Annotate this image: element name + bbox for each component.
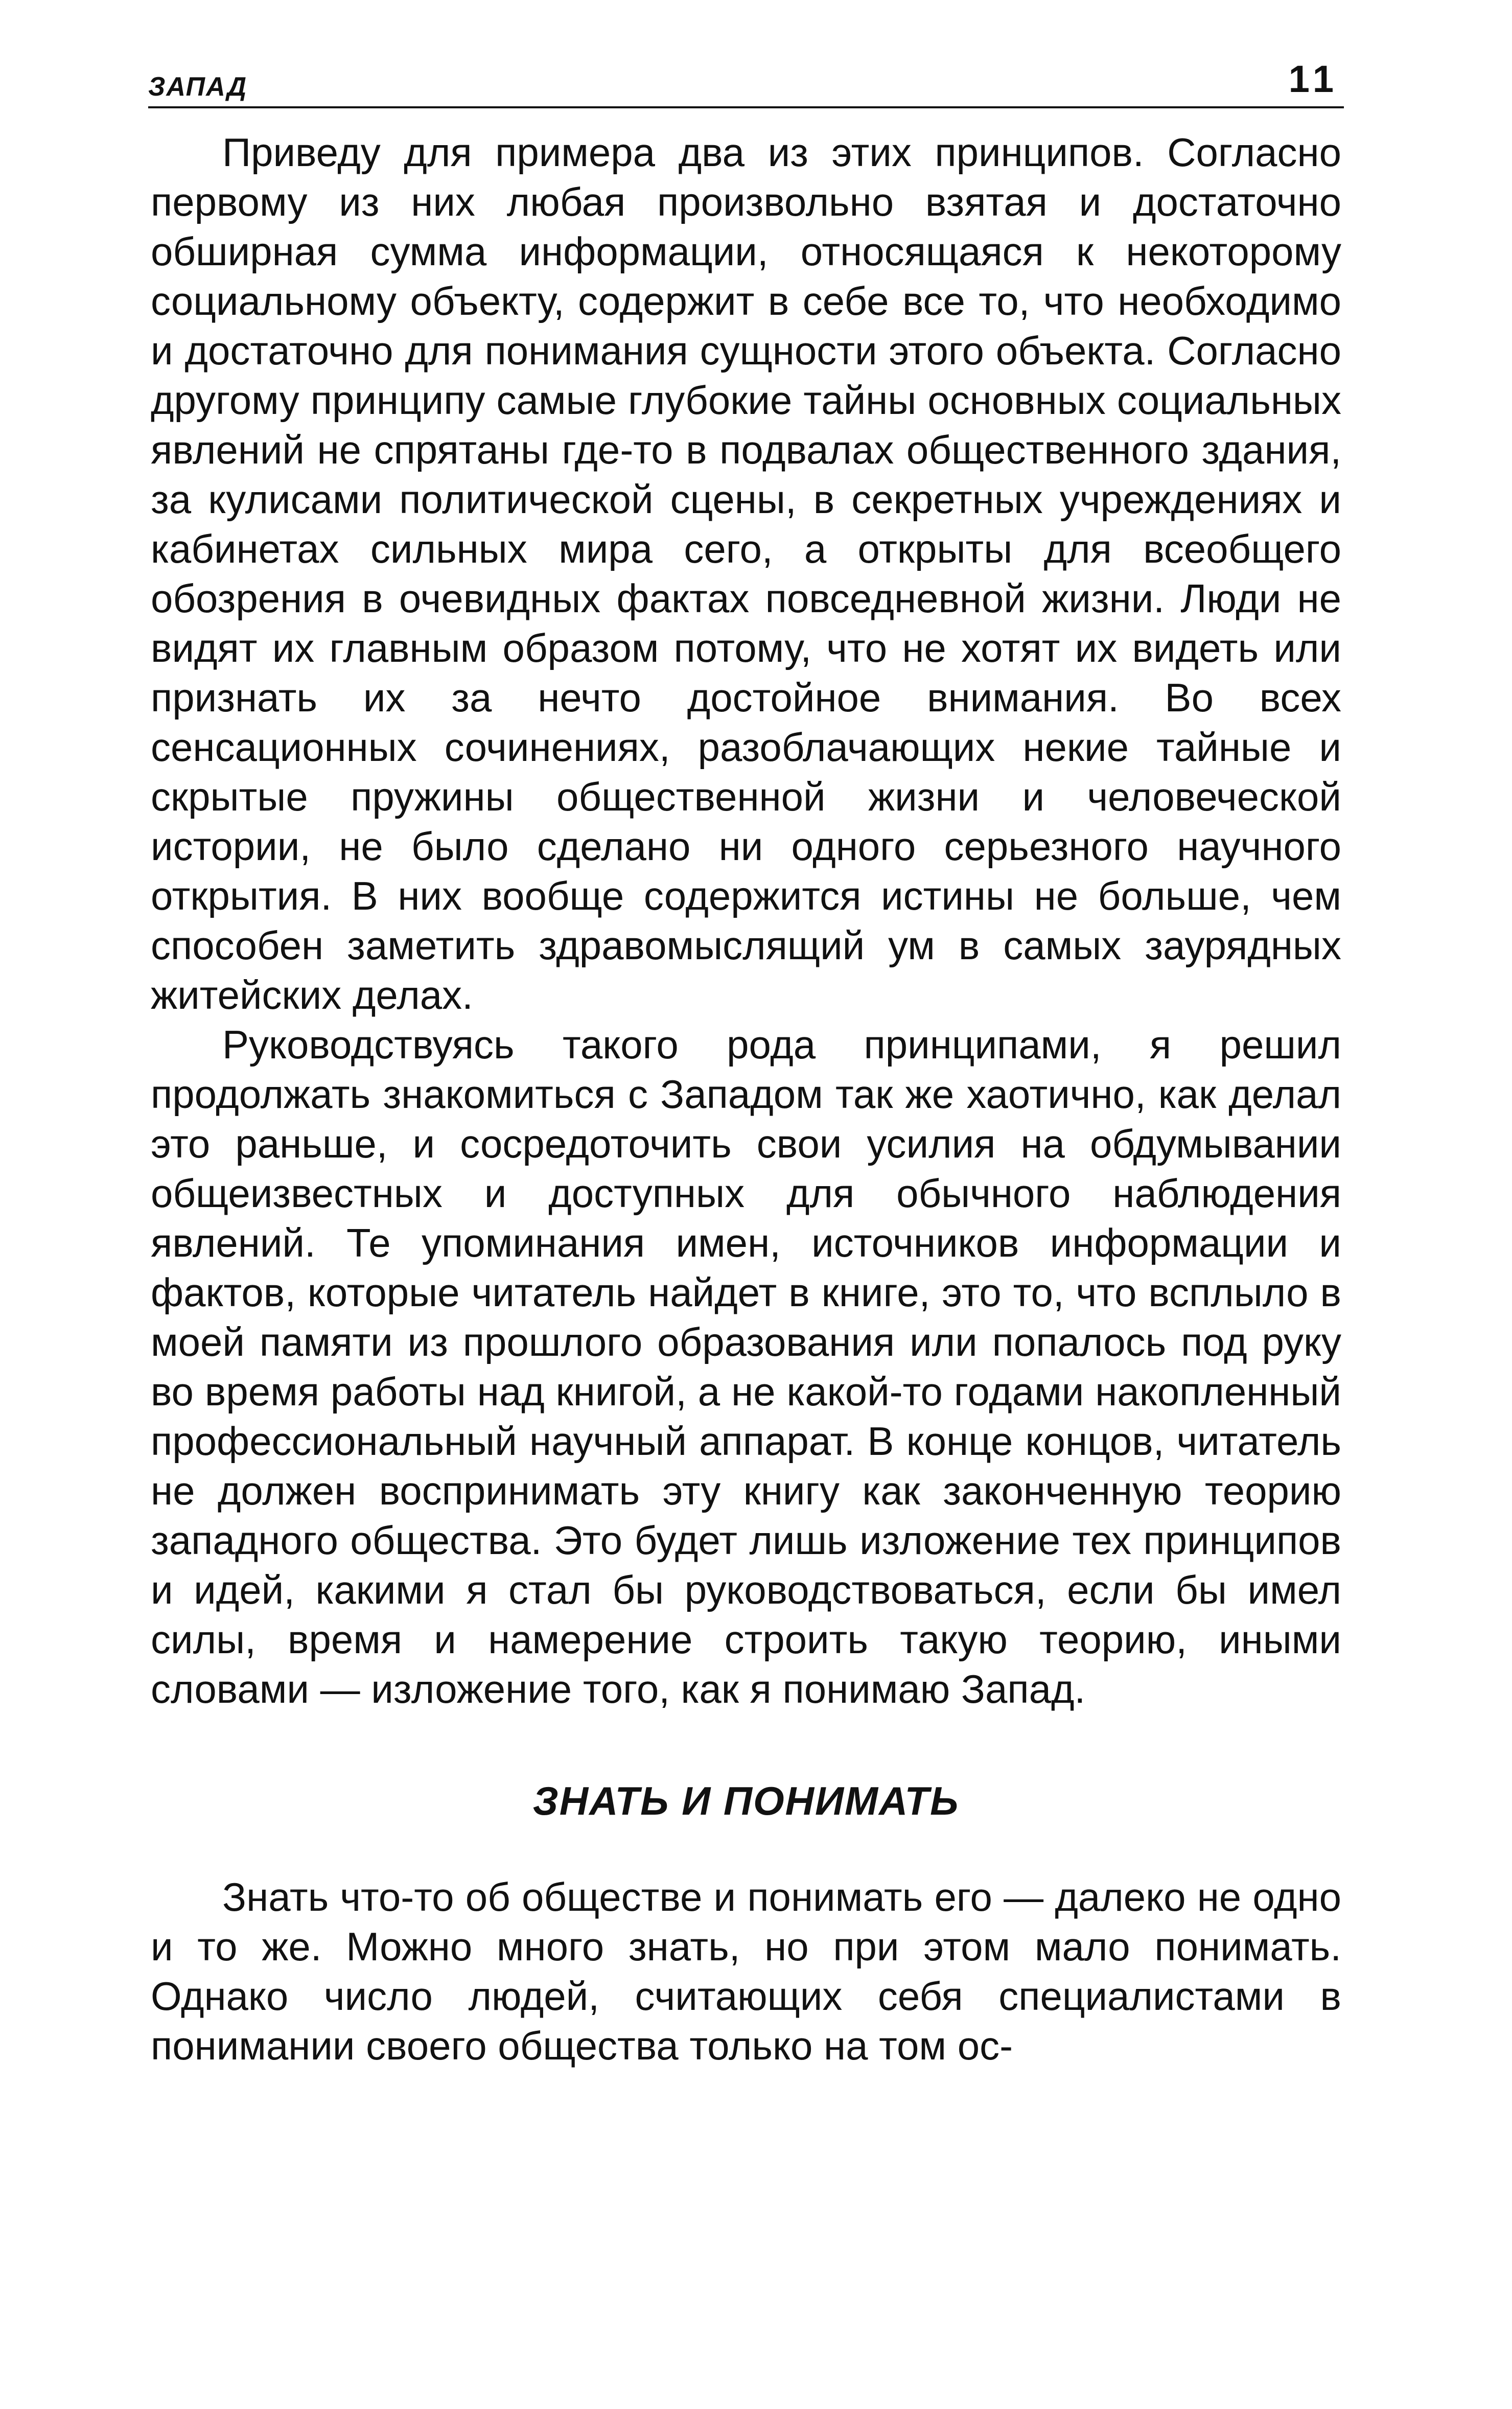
page-number: 11 xyxy=(1288,58,1339,100)
body-text xyxy=(151,128,1341,2071)
header-rule xyxy=(148,106,1344,108)
section-paragraph: Знать что-то об обществе и понимать его — далеко не одно и то же. Можно много знать, но при этом мало понимать. Однако число людей, считающих себя специалистами в понимании своего общества только на том ос- xyxy=(151,1874,1341,2068)
paragraph-1: Приведу для примера два из этих принципов. Согласно первому из них любая произвольно взятая и достаточно обширная сумма информации, относящаяся к некоторому социальному объекту, содержит в себе все то, что необходимо и достаточно для понимания сущности этого объекта. Согласно другому принципу самые глубокие тайны основных социальных явлений не спрятаны где-то в подвалах общественного здания, за кулисами политической сцены, в секретных учреждениях и кабинетах сильных мира сего, а открыты для всеобщего обозрения в очевидных фактах повседневной жизни. Люди не видят их главным образом потому, что не хотят их видеть или признать их за нечто достойное внимания. Во всех сенсационных сочинениях, разоблачающих некие тайные и скрытые пружины общественной жизни и человеческой истории, не было сделано ни одного серьезного научного открытия. В них вообще содержится истины не больше, чем способен заметить здравомыслящий ум в самых заурядных житейских делах. xyxy=(151,130,1341,1017)
running-header-title: ЗАПАД xyxy=(148,72,248,102)
section-heading: ЗНАТЬ И ПОНИМАТЬ xyxy=(532,1778,960,1823)
paragraph-2: Руководствуясь такого рода принципами, я решил продолжать знакомиться с Западом так же хаотично, как делал это раньше, и сосредоточить свои усилия на обдумывании общеизвестных и доступных для обычного наблюдения явлений. Те упоминания имен, источников информации и фактов, которые читатель найдет в книге, это то, что всплыло в моей памяти из прошлого образования или попалось под руку во время работы над книгой, а не какой-то годами накопленный профессиональный научный аппарат. В конце концов, читатель не должен воспринимать эту книгу как законченную теорию западного общества. Это будет лишь изложение тех принципов и идей, какими я стал бы руководствоваться, если бы имел силы, время и намерение строить такую теорию, иными словами — изложение того, как я понимаю Запад. xyxy=(151,1022,1341,1711)
running-header xyxy=(148,51,1344,107)
